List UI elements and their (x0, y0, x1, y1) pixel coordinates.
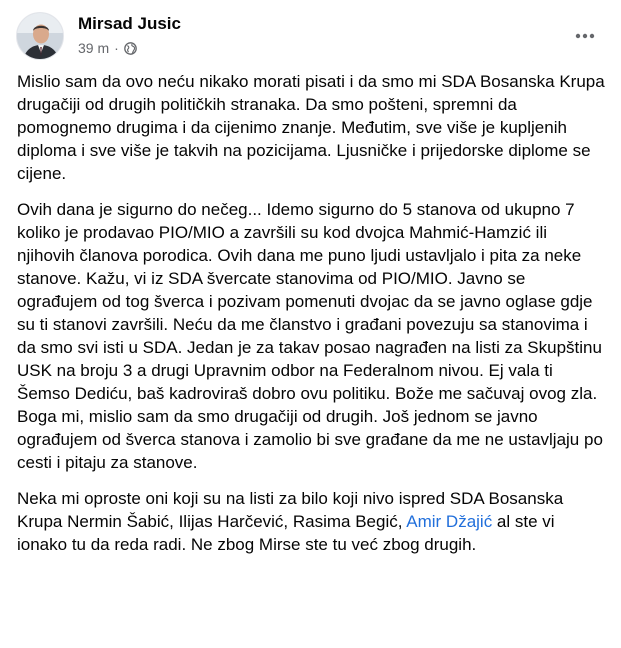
more-options-icon[interactable] (567, 22, 603, 50)
post-paragraph-2: Ovih dana je sigurno do nečeg... Idemo sigurno do 5 stanova od ukupno 7 koliko je prodavao PIO/MIO a završili su kod dvojca Mahmić-Hamzić ili njihovih članova porodica. Ovih dana me puno ljudi ustavljalo i pita za neke stanove. Kažu, vi iz SDA švercate stanovima od PIO/MIO. Javno se ograđujem od tog šverca i pozivam pomenuti dvojac da se javno oglase gdje su ti stanovi završili. Neću da me članstvo i građani povezuju sa stanovima i da smo svi isti u SDA. Jedan je za takav posao nagrađen na listi za Skupštinu USK na broju 3 a drugi Upravnim odbor na Federalnom nivou. Ej vala ti Šemso Dediću, baš kadroviraš dobro ovu politiku. Bože me sačuvaj ovog zla. Boga mi, mislio sam da smo drugačiji od drugih. Još jednom se javno ograđujem od šverca stanova i zamolio bi sve građane da me ne ustavljaju po cesti i pitaju za stanove. (17, 200, 603, 472)
post-header (16, 6, 605, 58)
post-meta (78, 40, 137, 56)
post-paragraph-3 (17, 487, 607, 556)
paragraph-3-text-end: al ste vi ionako tu da reda radi. Ne zbog Mirse ste tu već zbog drugih. (17, 512, 555, 554)
meta-separator: · (114, 40, 119, 56)
author-name[interactable]: Mirsad Jusic (78, 14, 181, 33)
author-avatar[interactable] (16, 12, 64, 60)
person-photo-icon (17, 13, 64, 60)
post-timestamp[interactable]: 39 m (78, 40, 110, 56)
mention-link[interactable]: Amir Džajić (406, 512, 493, 531)
globe-icon[interactable] (124, 42, 137, 55)
post-body (17, 70, 607, 569)
paragraph-3-text-start: Neka mi oproste oni koji su na listi za bilo koji nivo ispred SDA Bosanska Krupa Nermin Šabić, Ilijas Harčević, Rasima Begić, (17, 489, 564, 531)
post-paragraph-1: Mislio sam da ovo neću nikako morati pisati i da smo mi SDA Bosanska Krupa drugačiji od drugih političkih stranaka. Da smo pošteni, spremni da pomognemo drugima i da cijenimo znanje. Međutim, sve više je kupljenih diploma i sve više je takvih na pozicijama. Ljusničke i prijedorske diplome se cijene. (17, 72, 605, 183)
